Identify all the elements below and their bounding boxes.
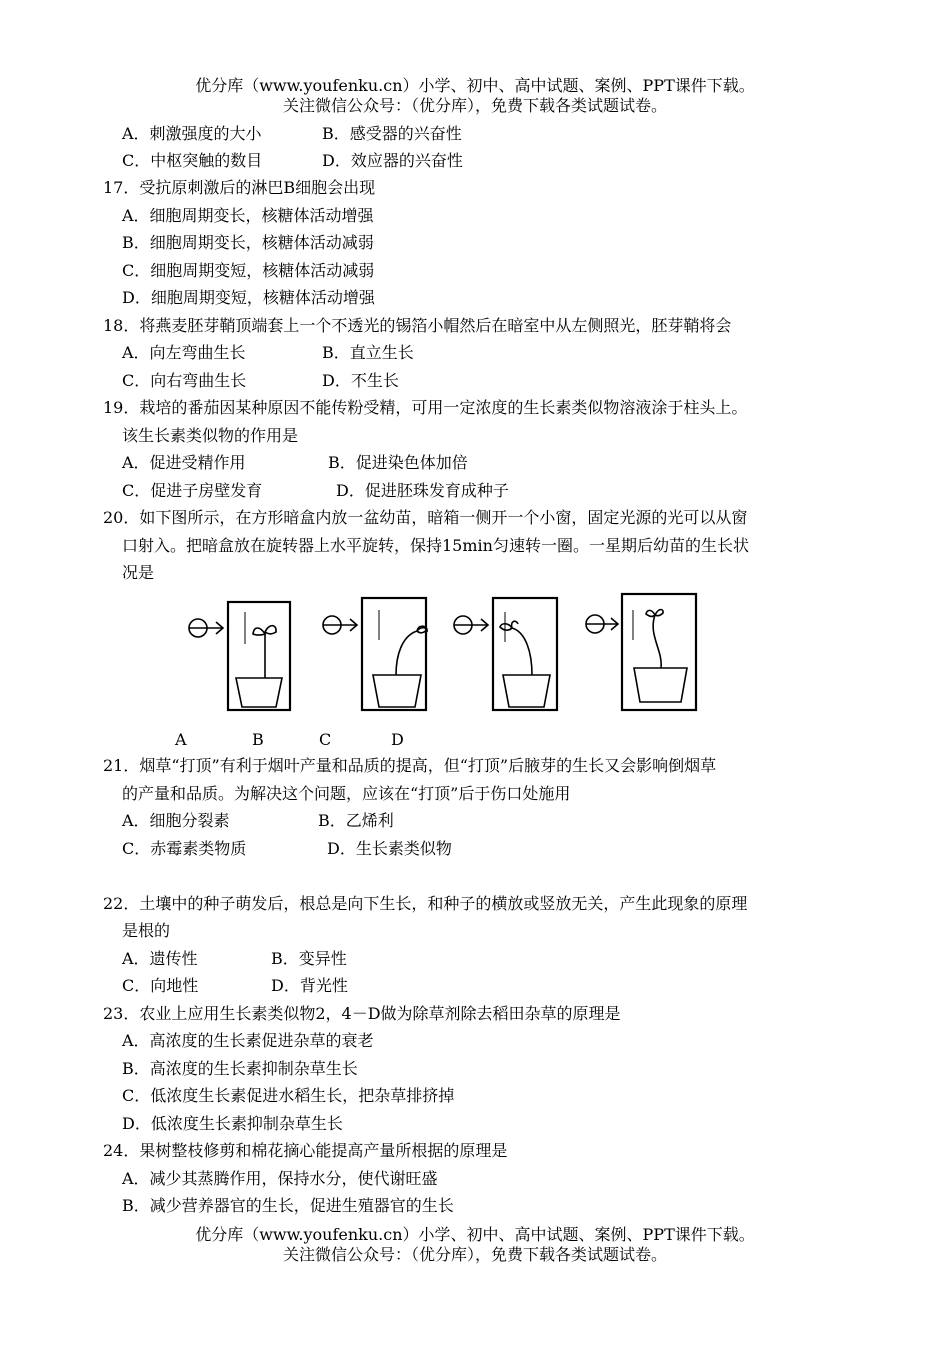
q22-stem-line-2: 是根的 xyxy=(122,921,171,940)
q16-option-b: B．感受器的兴奋性 xyxy=(322,124,462,143)
q24-option-a: A．减少其蒸腾作用，保持水分，使代谢旺盛 xyxy=(122,1169,438,1188)
q22-stem-line-1: 22．土壤中的种子萌发后，根总是向下生长，和种子的横放或竖放无关，产生此现象的原理 xyxy=(103,894,748,913)
q21-option-c: C．赤霉素类物质 xyxy=(122,839,247,858)
q23-option-c: C．低浓度生长素促进水稻生长，把杂草排挤掉 xyxy=(122,1086,455,1105)
q16-option-d: D．效应器的兴奋性 xyxy=(322,151,463,170)
q17-option-d: D．细胞周期变短，核糖体活动增强 xyxy=(122,288,375,307)
q19-stem-line-2: 该生长素类似物的作用是 xyxy=(122,426,299,445)
q17-option-a: A．细胞周期变长，核糖体活动增强 xyxy=(122,206,374,225)
q22-option-b: B．变异性 xyxy=(271,949,347,968)
q21-stem-line-2: 的产量和品质。为解决这个问题，应该在“打顶”后于伤口处施用 xyxy=(122,784,571,803)
q16-option-c: C．中枢突触的数目 xyxy=(122,151,263,170)
q16-option-a: A．刺激强度的大小 xyxy=(122,124,262,143)
q21-option-b: B．乙烯利 xyxy=(318,811,394,830)
q23-option-b: B．高浓度的生长素抑制杂草生长 xyxy=(122,1059,358,1078)
q18-option-a: A．向左弯曲生长 xyxy=(122,343,246,362)
footer-line-2: 关注微信公众号：（优分库），免费下载各类试题试卷。 xyxy=(282,1245,667,1264)
q17-option-c: C．细胞周期变短，核糖体活动减弱 xyxy=(122,261,375,280)
q20-stem-line-3: 况是 xyxy=(122,563,155,582)
q19-option-c: C．促进子房壁发育 xyxy=(122,481,263,500)
q23-option-d: D．低浓度生长素抑制杂草生长 xyxy=(122,1114,343,1133)
q20-stem-line-1: 20．如下图所示，在方形暗盒内放一盆幼苗，暗箱一侧开一个小窗，固定光源的光可以从窗 xyxy=(103,508,748,527)
q18-option-c: C．向右弯曲生长 xyxy=(122,371,247,390)
q18-option-b: B．直立生长 xyxy=(322,343,414,362)
q19-stem-line-1: 19．栽培的番茄因某种原因不能传粉受精，可用一定浓度的生长素类似物溶液涂于柱头上。 xyxy=(103,398,748,417)
q20-label-b: B xyxy=(252,730,264,749)
header-line-2: 关注微信公众号：（优分库），免费下载各类试题试卷。 xyxy=(282,96,667,115)
panel-c-diagram xyxy=(454,598,557,710)
panel-a-diagram xyxy=(189,602,290,710)
q21-option-d: D．生长素类似物 xyxy=(327,839,452,858)
q19-option-a: A．促进受精作用 xyxy=(122,453,246,472)
seedling-rotation-figure xyxy=(185,590,705,715)
q22-option-c: C．向地性 xyxy=(122,976,199,995)
q20-label-a: A xyxy=(175,730,187,749)
q23-option-a: A．高浓度的生长素促进杂草的衰老 xyxy=(122,1031,374,1050)
q20-label-c: C xyxy=(319,730,332,749)
q17-option-b: B．细胞周期变长，核糖体活动减弱 xyxy=(122,233,374,252)
footer-line-1: 优分库（www.youfenku.cn）小学、初中、高中试题、案例、PPT课件下载。 xyxy=(195,1225,755,1244)
q23-stem: 23．农业上应用生长素类似物2，4－D做为除草剂除去稻田杂草的原理是 xyxy=(103,1004,621,1023)
q24-stem: 24．果树整枝修剪和棉花摘心能提高产量所根据的原理是 xyxy=(103,1141,508,1160)
q22-option-d: D．背光性 xyxy=(271,976,348,995)
q18-stem: 18．将燕麦胚芽鞘顶端套上一个不透光的锡箔小帽然后在暗室中从左侧照光，胚芽鞘将会 xyxy=(103,316,732,335)
panel-b-diagram xyxy=(323,598,427,710)
q21-option-a: A．细胞分裂素 xyxy=(122,811,230,830)
q20-stem-line-2: 口射入。把暗盒放在旋转器上水平旋转，保持15min匀速转一圈。一星期后幼苗的生长状 xyxy=(122,536,749,555)
q22-option-a: A．遗传性 xyxy=(122,949,198,968)
q24-option-b: B．减少营养器官的生长，促进生殖器官的生长 xyxy=(122,1196,454,1215)
q19-option-b: B．促进染色体加倍 xyxy=(328,453,468,472)
q18-option-d: D．不生长 xyxy=(322,371,399,390)
q21-stem-line-1: 21．烟草“打顶”有利于烟叶产量和品质的提高，但“打顶”后腋芽的生长又会影响倒烟草 xyxy=(103,756,717,775)
q20-label-d: D xyxy=(391,730,404,749)
panel-d-diagram xyxy=(586,594,696,710)
q17-stem: 17．受抗原刺激后的淋巴B细胞会出现 xyxy=(103,178,376,197)
header-line-1: 优分库（www.youfenku.cn）小学、初中、高中试题、案例、PPT课件下载。 xyxy=(195,76,755,95)
q19-option-d: D．促进胚珠发育成种子 xyxy=(336,481,509,500)
